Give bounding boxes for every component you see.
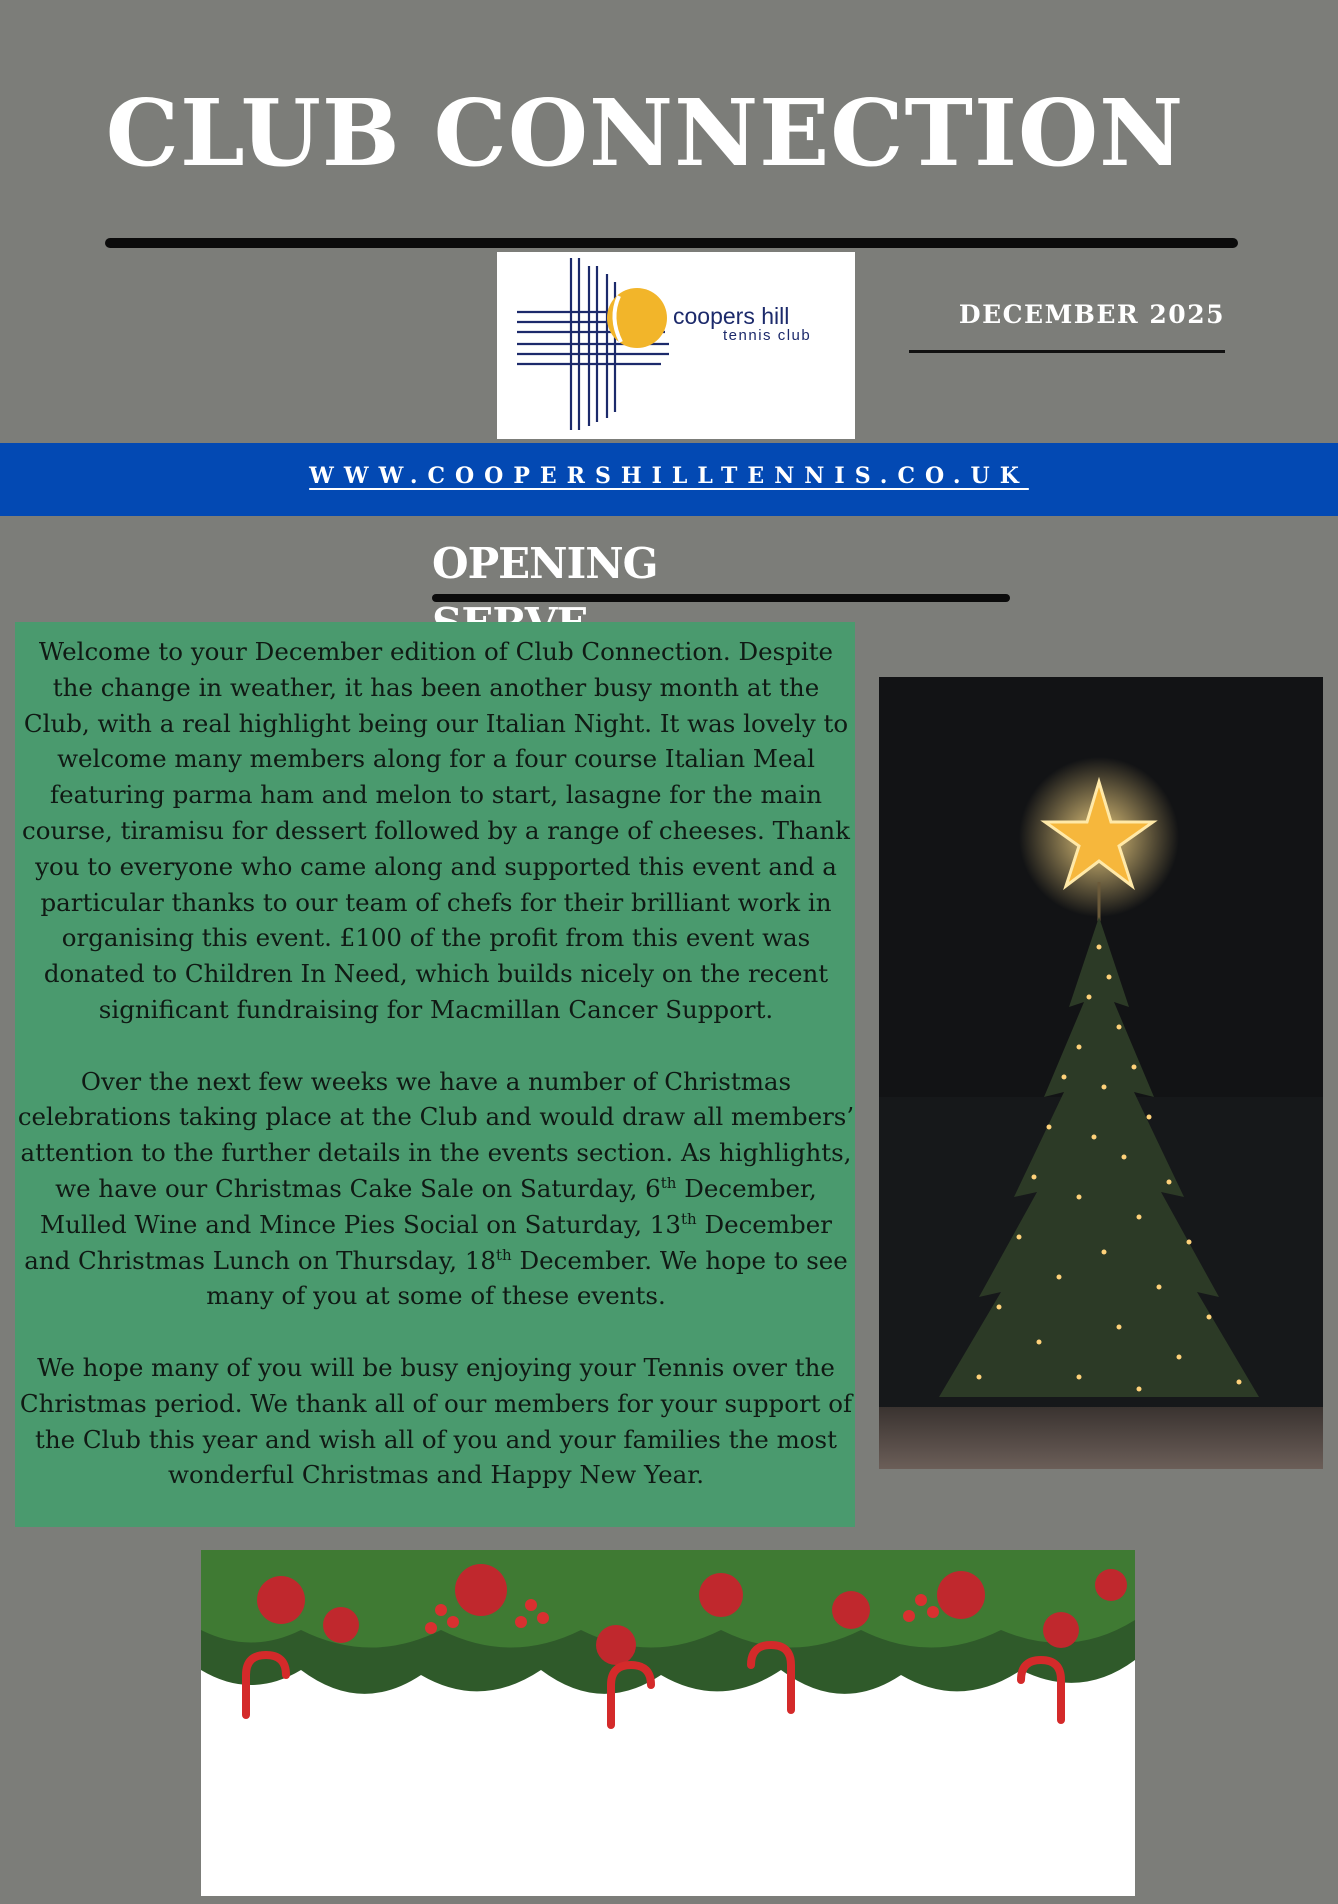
article-box	[15, 622, 855, 1527]
section-heading: OPENING	[432, 539, 658, 588]
club-logo	[497, 252, 855, 439]
christmas-tree-photo	[879, 677, 1323, 1469]
article-paragraph-1: Welcome to your December edition of Club Connection. Despite the change in weather, it has been another busy month at the Club, with a real highlight being our Italian Night. It was lovely to welcome many members along for a four course Italian Meal featuring parma ham and melon to start, lasagne for the main course, tiramisu for dessert followed by a range of cheeses. Thank you to everyone who came along and supported this event and a particular thanks to our team of chefs for their brilliant work in organising this event. £100 of the profit from this event was donated to Children In Need, which builds nicely on the recent significant fundraising for Macmillan Cancer Support.	[22, 637, 850, 1024]
date-divider	[909, 350, 1225, 353]
website-link[interactable]: WWW.COOPERSHILLTENNIS.CO.UK	[309, 463, 1029, 489]
article-paragraph-3: We hope many of you will be busy enjoying your Tennis over the Christmas period. We thank all of our members for your support of the Club this year and wish all of you and your families the most wonderful Christmas and Happy New Year.	[19, 1352, 853, 1490]
tennis-ball-grid-logo-icon	[497, 252, 855, 439]
logo-name-line1: coopers hill	[673, 303, 790, 329]
website-bar	[0, 443, 1338, 516]
newsletter-title: CLUB CONNECTION	[105, 79, 1185, 187]
christmas-garland-banner	[201, 1550, 1135, 1896]
article-body	[17, 634, 855, 1493]
title-divider	[105, 238, 1238, 248]
heading-divider	[432, 594, 1010, 602]
logo-name-line2: tennis club	[723, 327, 812, 344]
issue-date: DECEMBER 2025	[958, 300, 1225, 329]
article-paragraph-2: Over the next few weeks we have a number of Christmas celebrations taking place at the Club and would draw all members’ attention to the further details in the events section. As highlights, we have our Christmas Cake Sale on Saturday, 6th December, Mulled Wine and Mince Pies Social on Saturday, 13th December and Christmas Lunch on Thursday, 18th December. We hope to see many of you at some of these events.	[17, 1066, 855, 1311]
